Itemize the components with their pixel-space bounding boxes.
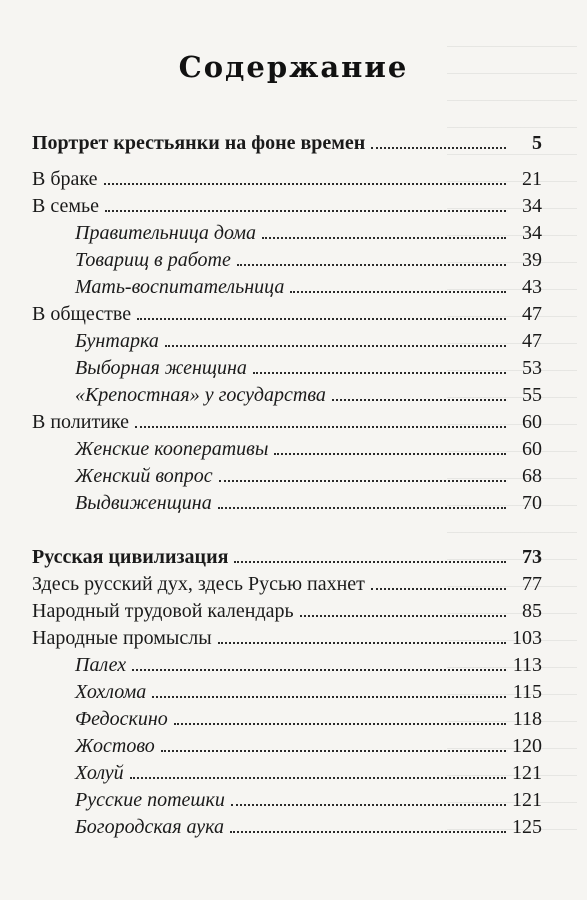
toc-subentry: [75, 728, 542, 758]
entry-title: Мать-воспитательница: [75, 276, 285, 298]
dot-leader: [234, 561, 506, 563]
toc-entry: [32, 566, 542, 596]
dot-leader: [300, 615, 506, 617]
page-number: 121: [512, 762, 542, 784]
dot-leader: [371, 588, 506, 590]
dot-leader: [230, 831, 506, 833]
toc-subentry: [75, 350, 542, 380]
toc-part-entry: [32, 539, 542, 569]
toc-subentry: [75, 269, 542, 299]
toc-subentry: [75, 809, 542, 839]
dot-leader: [132, 669, 506, 671]
entry-title: Правительница дома: [75, 222, 257, 244]
dot-leader: [371, 147, 506, 149]
dot-leader: [274, 453, 506, 455]
toc-subentry: [75, 242, 542, 272]
page-number: 55: [522, 384, 542, 406]
dot-leader: [152, 696, 506, 698]
entry-title: Женские кооперативы: [75, 438, 269, 460]
page-number: 120: [512, 735, 542, 757]
toc-subentry: [75, 755, 542, 785]
page-number: 73: [522, 546, 542, 568]
toc-subentry: [75, 701, 542, 731]
toc-entry: [32, 593, 542, 623]
page-number: 60: [522, 411, 542, 433]
toc-subentry: [75, 215, 542, 245]
dot-leader: [219, 480, 506, 482]
page-number: 121: [512, 789, 542, 811]
page-number: 21: [522, 168, 542, 190]
dot-leader: [105, 210, 506, 212]
entry-title: Выборная женщина: [75, 357, 247, 379]
page-number: 125: [512, 816, 542, 838]
entry-title: Народный трудовой календарь: [32, 600, 294, 622]
entry-title: Палех: [75, 654, 127, 676]
entry-title: Федоскино: [75, 708, 168, 730]
entry-title: Бунтарка: [75, 330, 159, 352]
page-number: 34: [522, 222, 542, 244]
toc-subentry: [75, 323, 542, 353]
dot-leader: [290, 291, 506, 293]
entry-title: В обществе: [32, 303, 132, 325]
dot-leader: [165, 345, 506, 347]
entry-title: В политике: [32, 411, 130, 433]
page-number: 47: [522, 303, 542, 325]
entry-title: Портрет крестьянки на фоне времен: [32, 132, 366, 154]
entry-title: Женский вопрос: [75, 465, 213, 487]
toc-subentry: [75, 674, 542, 704]
entry-title: Товарищ в работе: [75, 249, 231, 271]
dot-leader: [130, 777, 506, 779]
page-number: 85: [522, 600, 542, 622]
dot-leader: [137, 318, 506, 320]
entry-title: Жостово: [75, 735, 155, 757]
page-number: 115: [512, 681, 542, 703]
toc-subentry: [75, 458, 542, 488]
dot-leader: [218, 507, 506, 509]
page-title: Содержание: [178, 50, 409, 84]
entry-title: Богородская аука: [75, 816, 224, 838]
page-number: 103: [512, 627, 542, 649]
toc-entry: [32, 188, 542, 218]
dot-leader: [174, 723, 506, 725]
toc-subentry: [75, 431, 542, 461]
toc-subentry: [75, 647, 542, 677]
entry-title: Здесь русский дух, здесь Русью пахнет: [32, 573, 365, 595]
page-number: 34: [522, 195, 542, 217]
toc-entry: [32, 404, 542, 434]
entry-title: Хохлома: [75, 681, 147, 703]
entry-title: Народные промыслы: [32, 627, 212, 649]
toc-subentry: [75, 782, 542, 812]
entry-title: В семье: [32, 195, 99, 217]
page-number: 43: [522, 276, 542, 298]
page-number: 60: [522, 438, 542, 460]
page-number: 118: [512, 708, 542, 730]
dot-leader: [253, 372, 506, 374]
dot-leader: [104, 183, 507, 185]
dot-leader: [135, 426, 506, 428]
entry-title: «Крепостная» у государства: [75, 384, 326, 406]
page-number: 39: [522, 249, 542, 271]
toc-entry: [32, 161, 542, 191]
dot-leader: [218, 642, 506, 644]
dot-leader: [161, 750, 506, 752]
page-number: 5: [532, 132, 542, 154]
entry-title: В браке: [32, 168, 98, 190]
dot-leader: [231, 804, 506, 806]
page-number: 70: [522, 492, 542, 514]
entry-title: Русская цивилизация: [32, 546, 229, 568]
toc-entry: [32, 620, 542, 650]
toc-entry: [32, 296, 542, 326]
dot-leader: [332, 399, 506, 401]
page-number: 53: [522, 357, 542, 379]
toc-subentry: [75, 485, 542, 515]
page-number: 77: [522, 573, 542, 595]
dot-leader: [262, 237, 506, 239]
page-number: 47: [522, 330, 542, 352]
entry-title: Холуй: [75, 762, 124, 784]
dot-leader: [237, 264, 506, 266]
entry-title: Выдвиженщина: [75, 492, 212, 514]
toc-part-entry: [32, 125, 542, 155]
entry-title: Русские потешки: [75, 789, 225, 811]
toc-subentry: [75, 377, 542, 407]
page-number: 113: [512, 654, 542, 676]
page-number: 68: [522, 465, 542, 487]
